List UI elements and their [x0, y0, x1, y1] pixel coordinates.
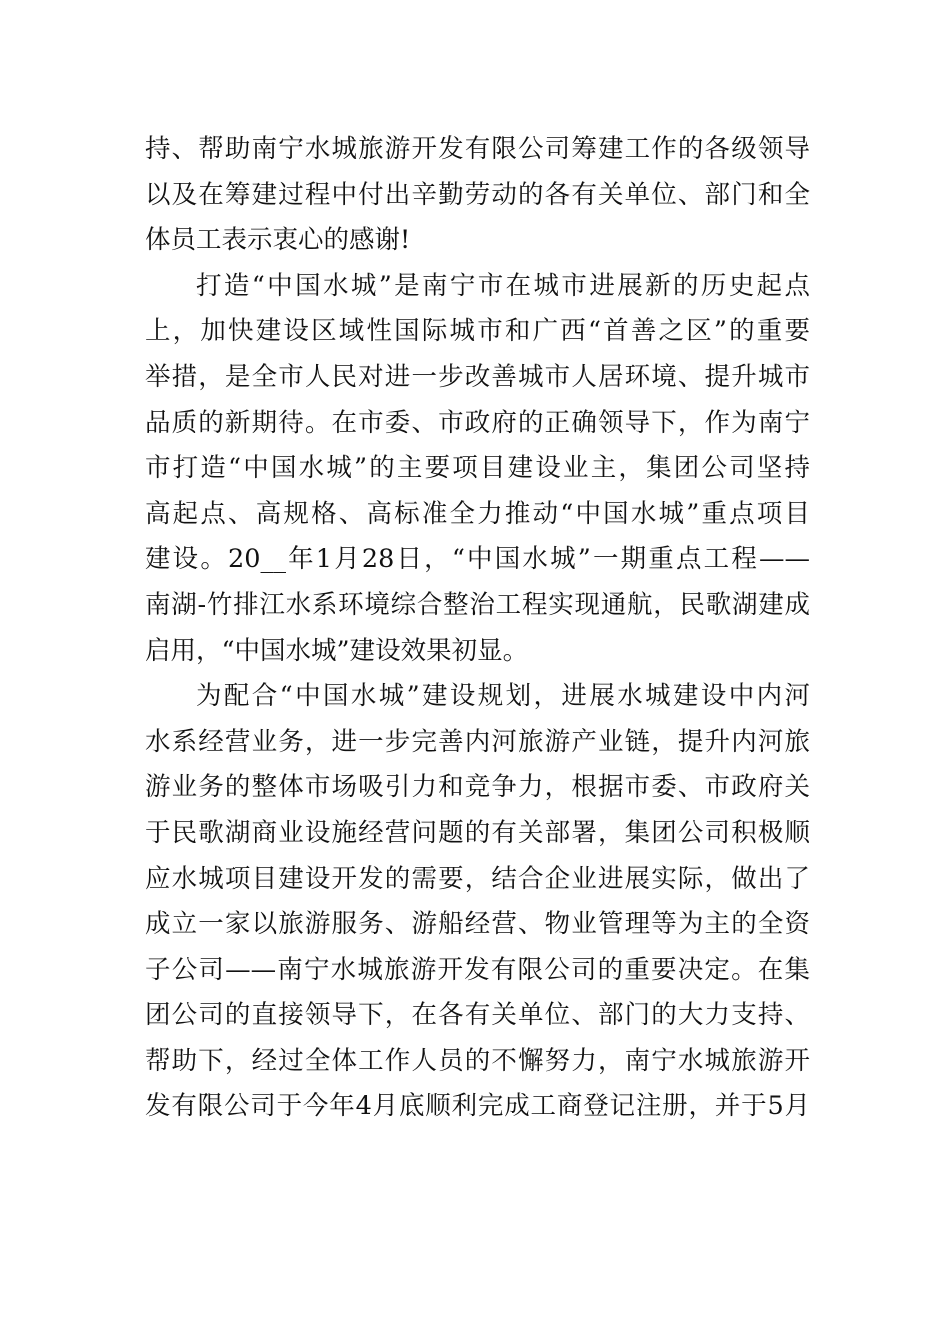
text-line: 启用，“中国水城”建设效果初显。 [145, 635, 529, 666]
text-line: 持、帮助南宁水城旅游开发有限公司筹建工作的各级领导 [145, 134, 810, 164]
text-line: 子公司——南宁水城旅游开发有限公司的重要决定。在集 [145, 954, 810, 985]
text-line: 水系经营业务，进一步完善内河旅游产业链，提升内河旅 [145, 726, 810, 757]
text-line: 为配合“中国水城”建设规划，进展水城建设中内河 [196, 681, 810, 712]
text-line: 南湖-竹排江水系环境综合整治工程实现通航，民歌湖建成 [145, 589, 810, 620]
text-line: 帮助下，经过全体工作人员的不懈努力，南宁水城旅游开 [145, 1045, 810, 1076]
text-line: 举措，是全市人民对进一步改善城市人居环境、提升城市 [145, 361, 810, 392]
text-line: 团公司的直接领导下，在各有关单位、部门的大力支持、 [145, 1000, 810, 1031]
text-line: 打造“中国水城”是南宁市在城市进展新的历史起点 [196, 270, 810, 301]
document-body [145, 127, 810, 1130]
text-line: 成立一家以旅游服务、游船经营、物业管理等为主的全资 [145, 909, 810, 940]
text-line: 上，加快建设区域性国际城市和广西“首善之区”的重要 [145, 316, 810, 347]
text-line: 于民歌湖商业设施经营问题的有关部署，集团公司积极顺 [145, 817, 810, 848]
text-line: 高起点、高规格、高标准全力推动“中国水城”重点项目 [145, 498, 810, 529]
text-line: 品质的新期待。在市委、市政府的正确领导下，作为南宁 [145, 407, 810, 438]
text-line: 体员工表示衷心的感谢! [145, 225, 411, 256]
text-line: 以及在筹建过程中付出辛勤劳动的各有关单位、部门和全 [145, 179, 810, 210]
text-line: 游业务的整体市场吸引力和竞争力，根据市委、市政府关 [145, 772, 810, 803]
text-line: 发有限公司于今年4月底顺利完成工商登记注册，并于5月 [145, 1091, 810, 1122]
text-line: 市打造“中国水城”的主要项目建设业主，集团公司坚持 [145, 453, 810, 484]
text-line: 建设。20__年1月28日，“中国水城”一期重点工程—— [145, 544, 810, 575]
text-line: 应水城项目建设开发的需要，结合企业进展实际，做出了 [145, 863, 810, 894]
